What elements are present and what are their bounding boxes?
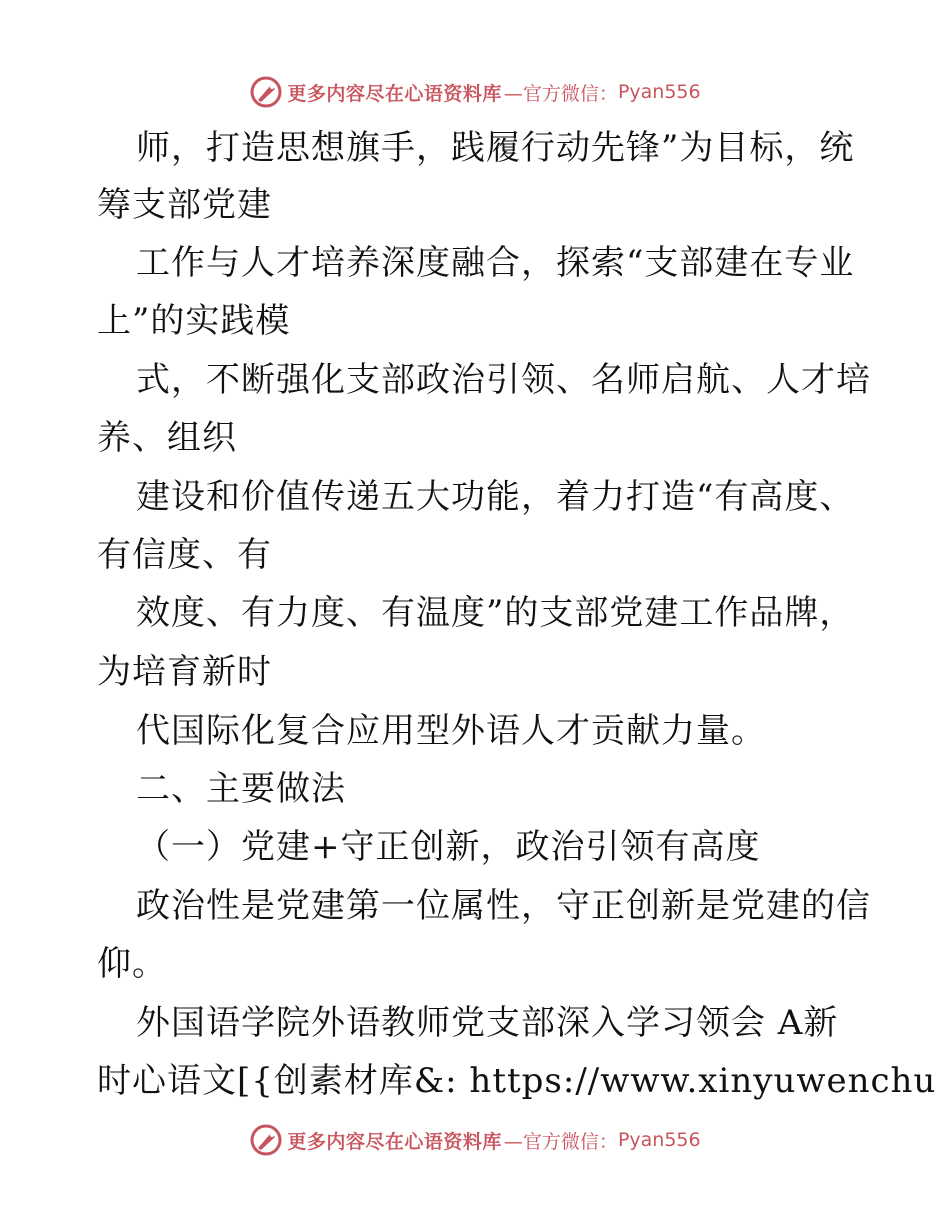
paragraph-line: 代国际化复合应用型外语人才贡献力量。	[136, 711, 766, 751]
watermark-text: 更多内容尽在心语资料库	[287, 82, 502, 105]
header-watermark	[0, 72, 950, 112]
paragraph-line: 建设和价值传递五大功能，着力打造“有高度、	[136, 477, 855, 517]
paragraph-line: 为培育新时	[97, 652, 272, 692]
paragraph-line: 政治性是党建第一位属性，守正创新是党建的信	[136, 886, 871, 926]
paragraph-line: 外国语学院外语教师党支部深入学习领会 A新	[136, 1003, 839, 1043]
paragraph-line: 工作与人才培养深度融合，探索“支部建在专业	[136, 243, 855, 283]
paragraph-line: 上”的实践模	[97, 301, 291, 341]
watermark-separator: —官方微信：	[503, 1130, 618, 1153]
pen-nib-logo-icon	[249, 75, 283, 109]
paragraph-line: 筹支部党建	[97, 185, 272, 225]
watermark-text: 更多内容尽在心语资料库	[287, 1130, 502, 1153]
paragraph-line: 有信度、有	[97, 535, 272, 575]
paragraph-line: 仰。	[97, 944, 167, 984]
pen-nib-logo-icon	[249, 1123, 283, 1157]
watermark-account: Pyan556	[617, 1129, 701, 1151]
watermark-account: Pyan556	[617, 81, 701, 103]
paragraph-line: 师，打造思想旗手，践履行动先锋”为目标，统	[136, 128, 855, 168]
watermark-separator: —官方微信：	[503, 82, 618, 105]
subsection-heading: （一）党建+守正创新，政治引领有高度	[136, 827, 761, 867]
paragraph-line: 时心语文[{创素材库&: https://www.xinyuwenchu	[97, 1061, 937, 1101]
paragraph-line: 效度、有力度、有温度”的支部党建工作品牌，	[136, 593, 855, 633]
paragraph-line: 养、组织	[97, 418, 237, 458]
paragraph-line: 式，不断强化支部政治引领、名师启航、人才培	[136, 360, 871, 400]
footer-watermark	[0, 1120, 950, 1160]
section-heading: 二、主要做法	[136, 769, 346, 809]
